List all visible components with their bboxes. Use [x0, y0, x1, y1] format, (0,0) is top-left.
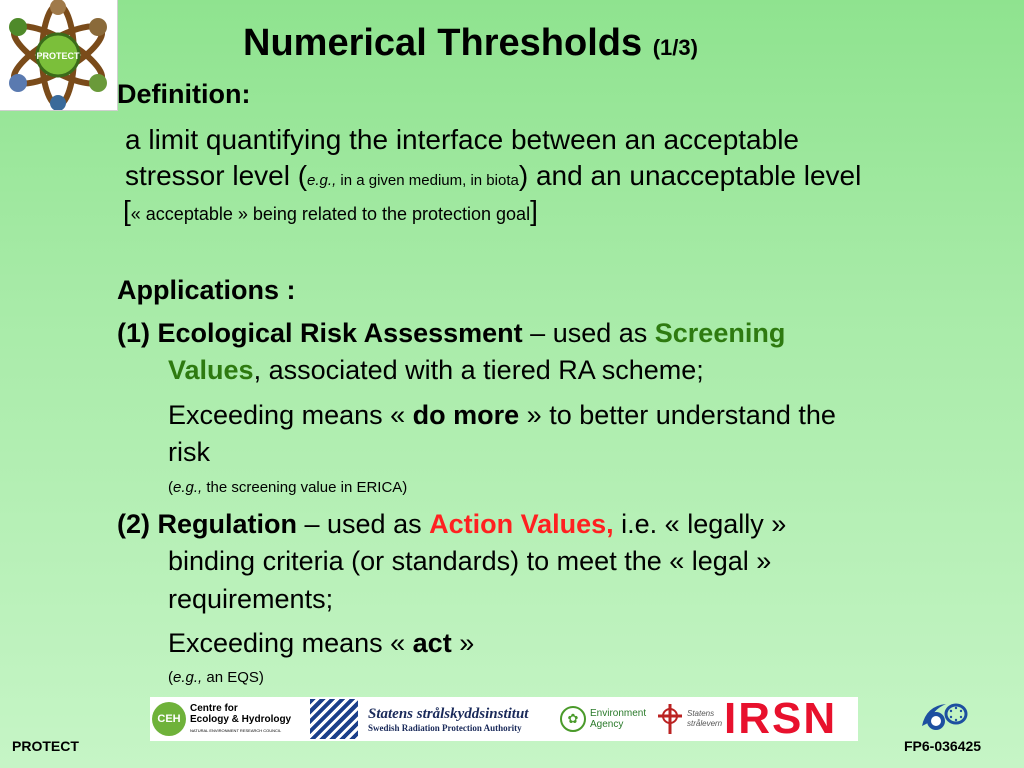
ceh-logo: [152, 697, 307, 741]
ssi-line-2: Swedish Radiation Protection Authority: [368, 722, 522, 733]
app2-eg-open: (: [168, 669, 173, 686]
title-main: Numerical Thresholds: [243, 22, 643, 64]
definition-small: in a given medium, in biota: [336, 172, 519, 189]
slide-title: [243, 22, 698, 65]
nerc-stripes-logo: [310, 697, 362, 741]
app2-mid: – used as: [297, 509, 430, 539]
app2-act: act: [412, 628, 452, 658]
definition-protection-note: « acceptable » being related to the protection goal: [130, 204, 531, 224]
fp6-logo-icon: [916, 700, 968, 730]
partner-logos: [150, 694, 858, 743]
nrpa-logo: [655, 697, 723, 741]
app1-mid: – used as: [522, 318, 655, 348]
app2-rest: i.e. « legally »: [613, 509, 787, 539]
nrpa-line-1: Statens: [687, 709, 715, 718]
app2-num: (2): [117, 509, 158, 539]
definition-line-1: a limit quantifying the interface between an acceptable: [125, 124, 799, 155]
ssi-logo: [368, 697, 556, 741]
app2-exceed-a: Exceeding means «: [168, 628, 413, 658]
app1-exceed-a: Exceeding means «: [168, 400, 413, 430]
app1-title: Ecological Risk Assessment: [157, 318, 523, 348]
ceh-line-1: Centre for: [190, 702, 238, 714]
environment-agency-logo: [560, 697, 652, 741]
definition-line-2a: stressor level (: [125, 160, 308, 191]
app2-line-1: [117, 509, 786, 540]
title-part: (1/3): [652, 35, 698, 60]
definition-line-2b: ) and an unacceptable level: [518, 160, 862, 191]
app1-rest: , associated with a tiered RA scheme;: [253, 355, 704, 385]
definition-line-2: [125, 160, 861, 192]
protect-logo-graphic: [0, 0, 117, 110]
app2-title: Regulation: [157, 509, 297, 539]
definition-eg: e.g.,: [307, 172, 337, 189]
app1-exceed-risk: risk: [168, 437, 210, 467]
app2-line-3: requirements;: [168, 584, 334, 614]
ceh-line-3: NATURAL ENVIRONMENT RESEARCH COUNCIL: [190, 727, 282, 733]
app1-num: (1): [117, 318, 158, 348]
app1-exceed: [168, 400, 836, 431]
app1-eg: e.g.,: [173, 479, 203, 496]
ceh-line-2: Ecology & Hydrology: [190, 713, 292, 725]
app1-eg-rest: the screening value in ERICA): [202, 479, 408, 496]
environment-agency-icon: ✿: [560, 706, 586, 732]
app1-screening: Screening: [654, 318, 786, 348]
applications-heading: Applications :: [117, 275, 296, 305]
ea-line-2: Agency: [590, 719, 624, 730]
protect-logo: [0, 0, 118, 111]
app2-example: [168, 669, 264, 686]
app1-line-1: [117, 318, 785, 349]
app2-eg: e.g.,: [173, 669, 203, 686]
irsn-text: IRSN: [724, 694, 838, 743]
ea-line-1: Environment: [590, 708, 647, 719]
app2-eg-rest: an EQS): [202, 669, 264, 686]
app1-eg-open: (: [168, 479, 173, 496]
app1-example: [168, 479, 407, 496]
nrpa-line-2: strålevern: [687, 719, 723, 728]
protect-logo-text: PROTECT: [36, 51, 80, 61]
fp6-logo: [916, 700, 968, 730]
app1-exceed-b: » to better understand the: [519, 400, 836, 430]
app1-line-2: [168, 355, 704, 386]
footer-project-name: PROTECT: [12, 738, 79, 754]
definition-bracket-close: ]: [530, 195, 538, 226]
irsn-logo: [724, 694, 858, 743]
app2-exceed: [168, 628, 474, 659]
app1-do-more: do more: [412, 400, 520, 430]
ssi-line-1: Statens strålskyddsinstitut: [368, 705, 529, 722]
nrpa-emblem-icon: [655, 702, 685, 736]
footer-project-code: FP6-036425: [904, 738, 982, 754]
ceh-badge: CEH: [152, 702, 186, 736]
app2-line-2: binding criteria (or standards) to meet the « legal »: [168, 546, 772, 576]
definition-heading: Definition:: [117, 79, 251, 109]
definition-line-3: [123, 195, 538, 227]
app2-action-values: Action Values,: [429, 509, 614, 539]
definition-bracket-open: [: [123, 195, 131, 226]
app2-exceed-b: »: [451, 628, 475, 658]
app1-values: Values: [168, 355, 254, 385]
